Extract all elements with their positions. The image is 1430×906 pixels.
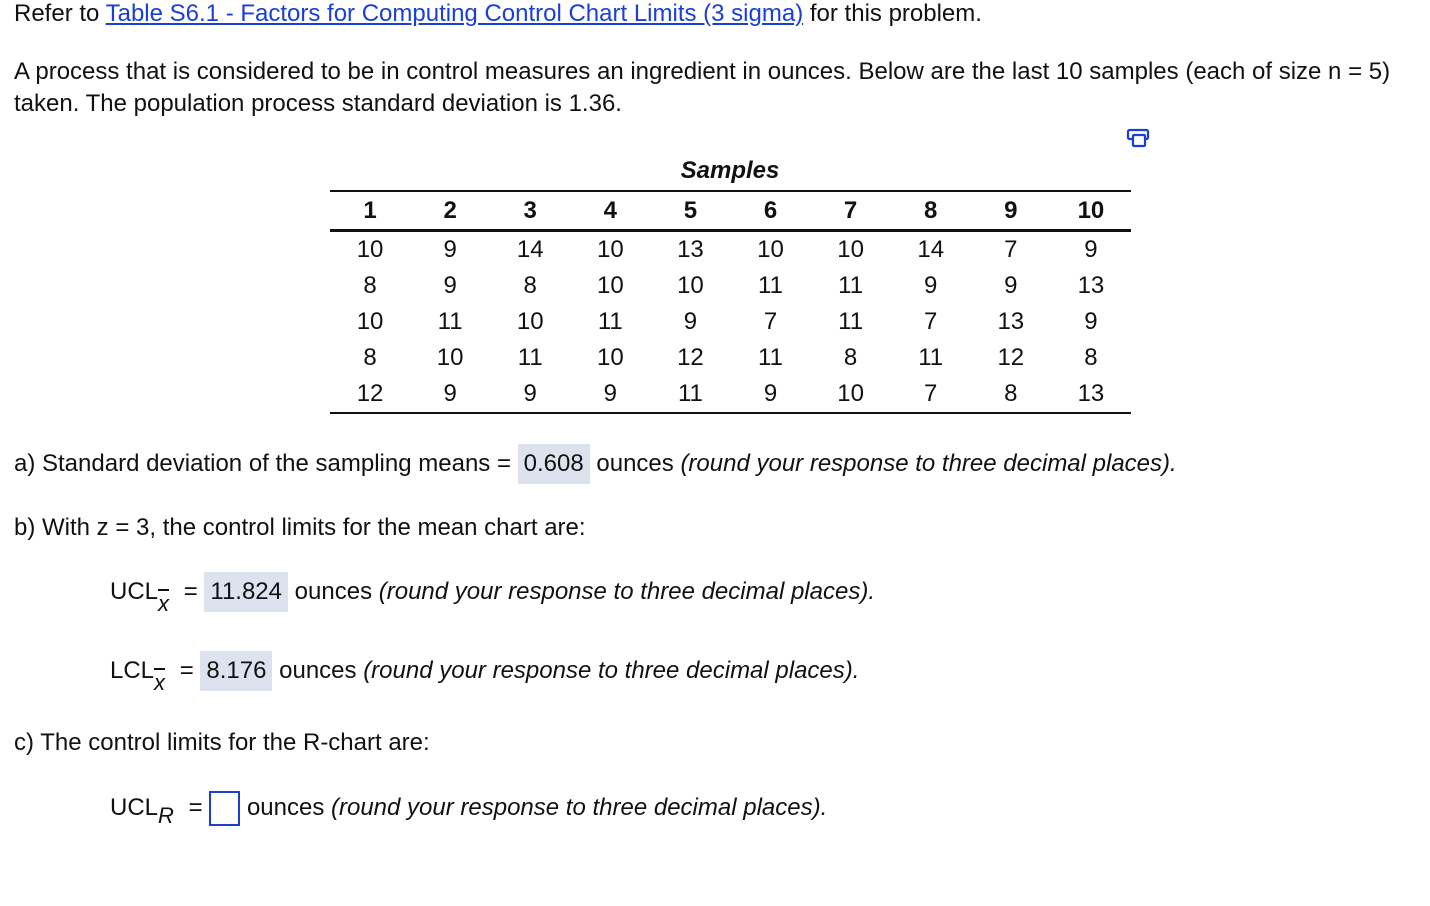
table-cell: 13 [677, 236, 704, 263]
table-header-row [330, 191, 1131, 231]
ucl-r-label: UCLR [110, 794, 174, 828]
ucl-r-input[interactable] [209, 791, 240, 826]
table-cell: 7 [763, 308, 778, 335]
ucl-r-unit: ounces [246, 794, 325, 821]
table-cell: 9 [1004, 272, 1018, 299]
sample-header-4: 4 [570, 191, 650, 231]
table-cell: 9 [924, 272, 938, 299]
table-cell: 8 [971, 376, 1051, 413]
table-cell: 9 [1084, 308, 1098, 335]
table-cell: 10 [596, 272, 624, 299]
table-cell: 13 [1077, 272, 1105, 299]
intro-prefix: Refer to [14, 0, 106, 27]
problem-text: A process that is considered to be in control measures an ingredient in ounces. Below are the last 10 samples (each of size n = 5) taken. The population process standard deviation is 1.36. [14, 58, 1391, 117]
table-cell: 10 [356, 308, 384, 335]
x-bar-subscript: $\overline{x}$ [154, 670, 166, 695]
table-cell: 14 [516, 236, 544, 263]
table-s6-1-link[interactable]: Table S6.1 - Factors for Computing Control Chart Limits (3 sigma) [105, 0, 804, 27]
table-row [330, 304, 1131, 340]
table-cell: 11 [838, 308, 864, 335]
lcl-x-answer[interactable]: 8.176 [200, 651, 272, 691]
table-cell: 7 [924, 308, 938, 335]
table-cell: 10 [596, 344, 624, 371]
ucl-x-note: (round your response to three decimal places). [378, 578, 875, 605]
sample-header-3: 3 [490, 191, 570, 231]
table-cell: 8 [363, 344, 377, 371]
table-cell: 9 [730, 376, 810, 413]
table-cell: 9 [443, 236, 457, 263]
table-cell: 11 [650, 376, 730, 413]
part-a-unit: ounces [596, 450, 674, 477]
table-cell: 11 [838, 272, 864, 299]
lcl-x-equals: = [179, 657, 194, 684]
sample-header-10: 10 [1051, 191, 1131, 231]
table-cell: 10 [596, 236, 624, 263]
table-cell: 9 [443, 272, 457, 299]
sample-header-9: 9 [971, 191, 1051, 231]
table-cell: 10 [811, 376, 891, 413]
table-cell: 11 [758, 344, 783, 371]
table-cell: 8 [523, 272, 537, 299]
table-cell: 10 [677, 272, 704, 299]
table-row [330, 376, 1131, 413]
lcl-x-row [110, 651, 860, 695]
table-cell: 11 [597, 308, 623, 335]
table-cell: 11 [437, 308, 463, 335]
samples-title: Samples [680, 157, 780, 184]
table-cell: 13 [1051, 376, 1131, 413]
sample-header-7: 7 [811, 191, 891, 231]
table-cell: 11 [758, 272, 783, 299]
x-bar-subscript: $\overline{x}$ [158, 591, 170, 616]
table-row [330, 268, 1131, 304]
table-row [330, 340, 1131, 376]
table-cell: 8 [843, 344, 858, 371]
ucl-x-unit: ounces [294, 578, 373, 605]
ucl-x-row [110, 572, 875, 616]
table-row [330, 231, 1131, 269]
table-cell: 8 [1084, 344, 1098, 371]
intro-line [14, 0, 982, 28]
ucl-x-label: $UCL\overline{x}$ [110, 578, 170, 616]
table-cell: 8 [363, 272, 377, 299]
lcl-x-note: (round your response to three decimal places). [363, 657, 860, 684]
table-cell: 10 [837, 236, 864, 263]
table-cell: 10 [436, 344, 464, 371]
ucl-r-equals: = [188, 794, 203, 821]
table-cell: 9 [490, 376, 570, 413]
table-cell: 11 [918, 344, 944, 371]
copy-data-icon[interactable] [1126, 128, 1152, 148]
sample-header-2: 2 [410, 191, 490, 231]
ucl-r-note: (round your response to three decimal places). [331, 794, 828, 821]
table-cell: 14 [917, 236, 945, 263]
table-cell: 7 [891, 376, 971, 413]
table-cell: 12 [330, 376, 410, 413]
table-cell: 9 [1084, 236, 1098, 263]
part-a-note: (round your response to three decimal places). [680, 450, 1177, 477]
lcl-x-unit: ounces [279, 657, 357, 684]
part-a [14, 444, 1177, 484]
table-cell: 9 [683, 308, 698, 335]
sample-header-5: 5 [650, 191, 730, 231]
ucl-x-answer[interactable]: 11.824 [204, 572, 288, 612]
sample-header-8: 8 [891, 191, 971, 231]
r-subscript: R [158, 803, 174, 828]
table-cell: 9 [410, 376, 490, 413]
ucl-x-equals: = [183, 578, 198, 605]
sample-header-1: 1 [330, 191, 410, 231]
part-a-label: a) Standard deviation of the sampling means = [14, 450, 511, 477]
table-cell: 10 [757, 236, 784, 263]
ucl-r-row [110, 788, 827, 828]
sample-header-6: 6 [730, 191, 810, 231]
part-a-answer[interactable]: 0.608 [518, 444, 590, 484]
table-cell: 13 [997, 308, 1025, 335]
table-cell: 12 [997, 344, 1025, 371]
lcl-x-label: $LCL\overline{x}$ [110, 657, 166, 695]
samples-table [330, 190, 1131, 414]
table-cell: 12 [677, 344, 704, 371]
table-cell: 11 [517, 344, 543, 371]
table-cell: 10 [516, 308, 544, 335]
intro-suffix: for this problem. [803, 0, 982, 27]
table-cell: 10 [356, 236, 384, 263]
part-c-label: c) The control limits for the R-chart are: [14, 729, 430, 756]
part-b-label: b) With z = 3, the control limits for the mean chart are: [14, 514, 586, 541]
table-cell: 9 [570, 376, 650, 413]
table-cell: 7 [1004, 236, 1018, 263]
